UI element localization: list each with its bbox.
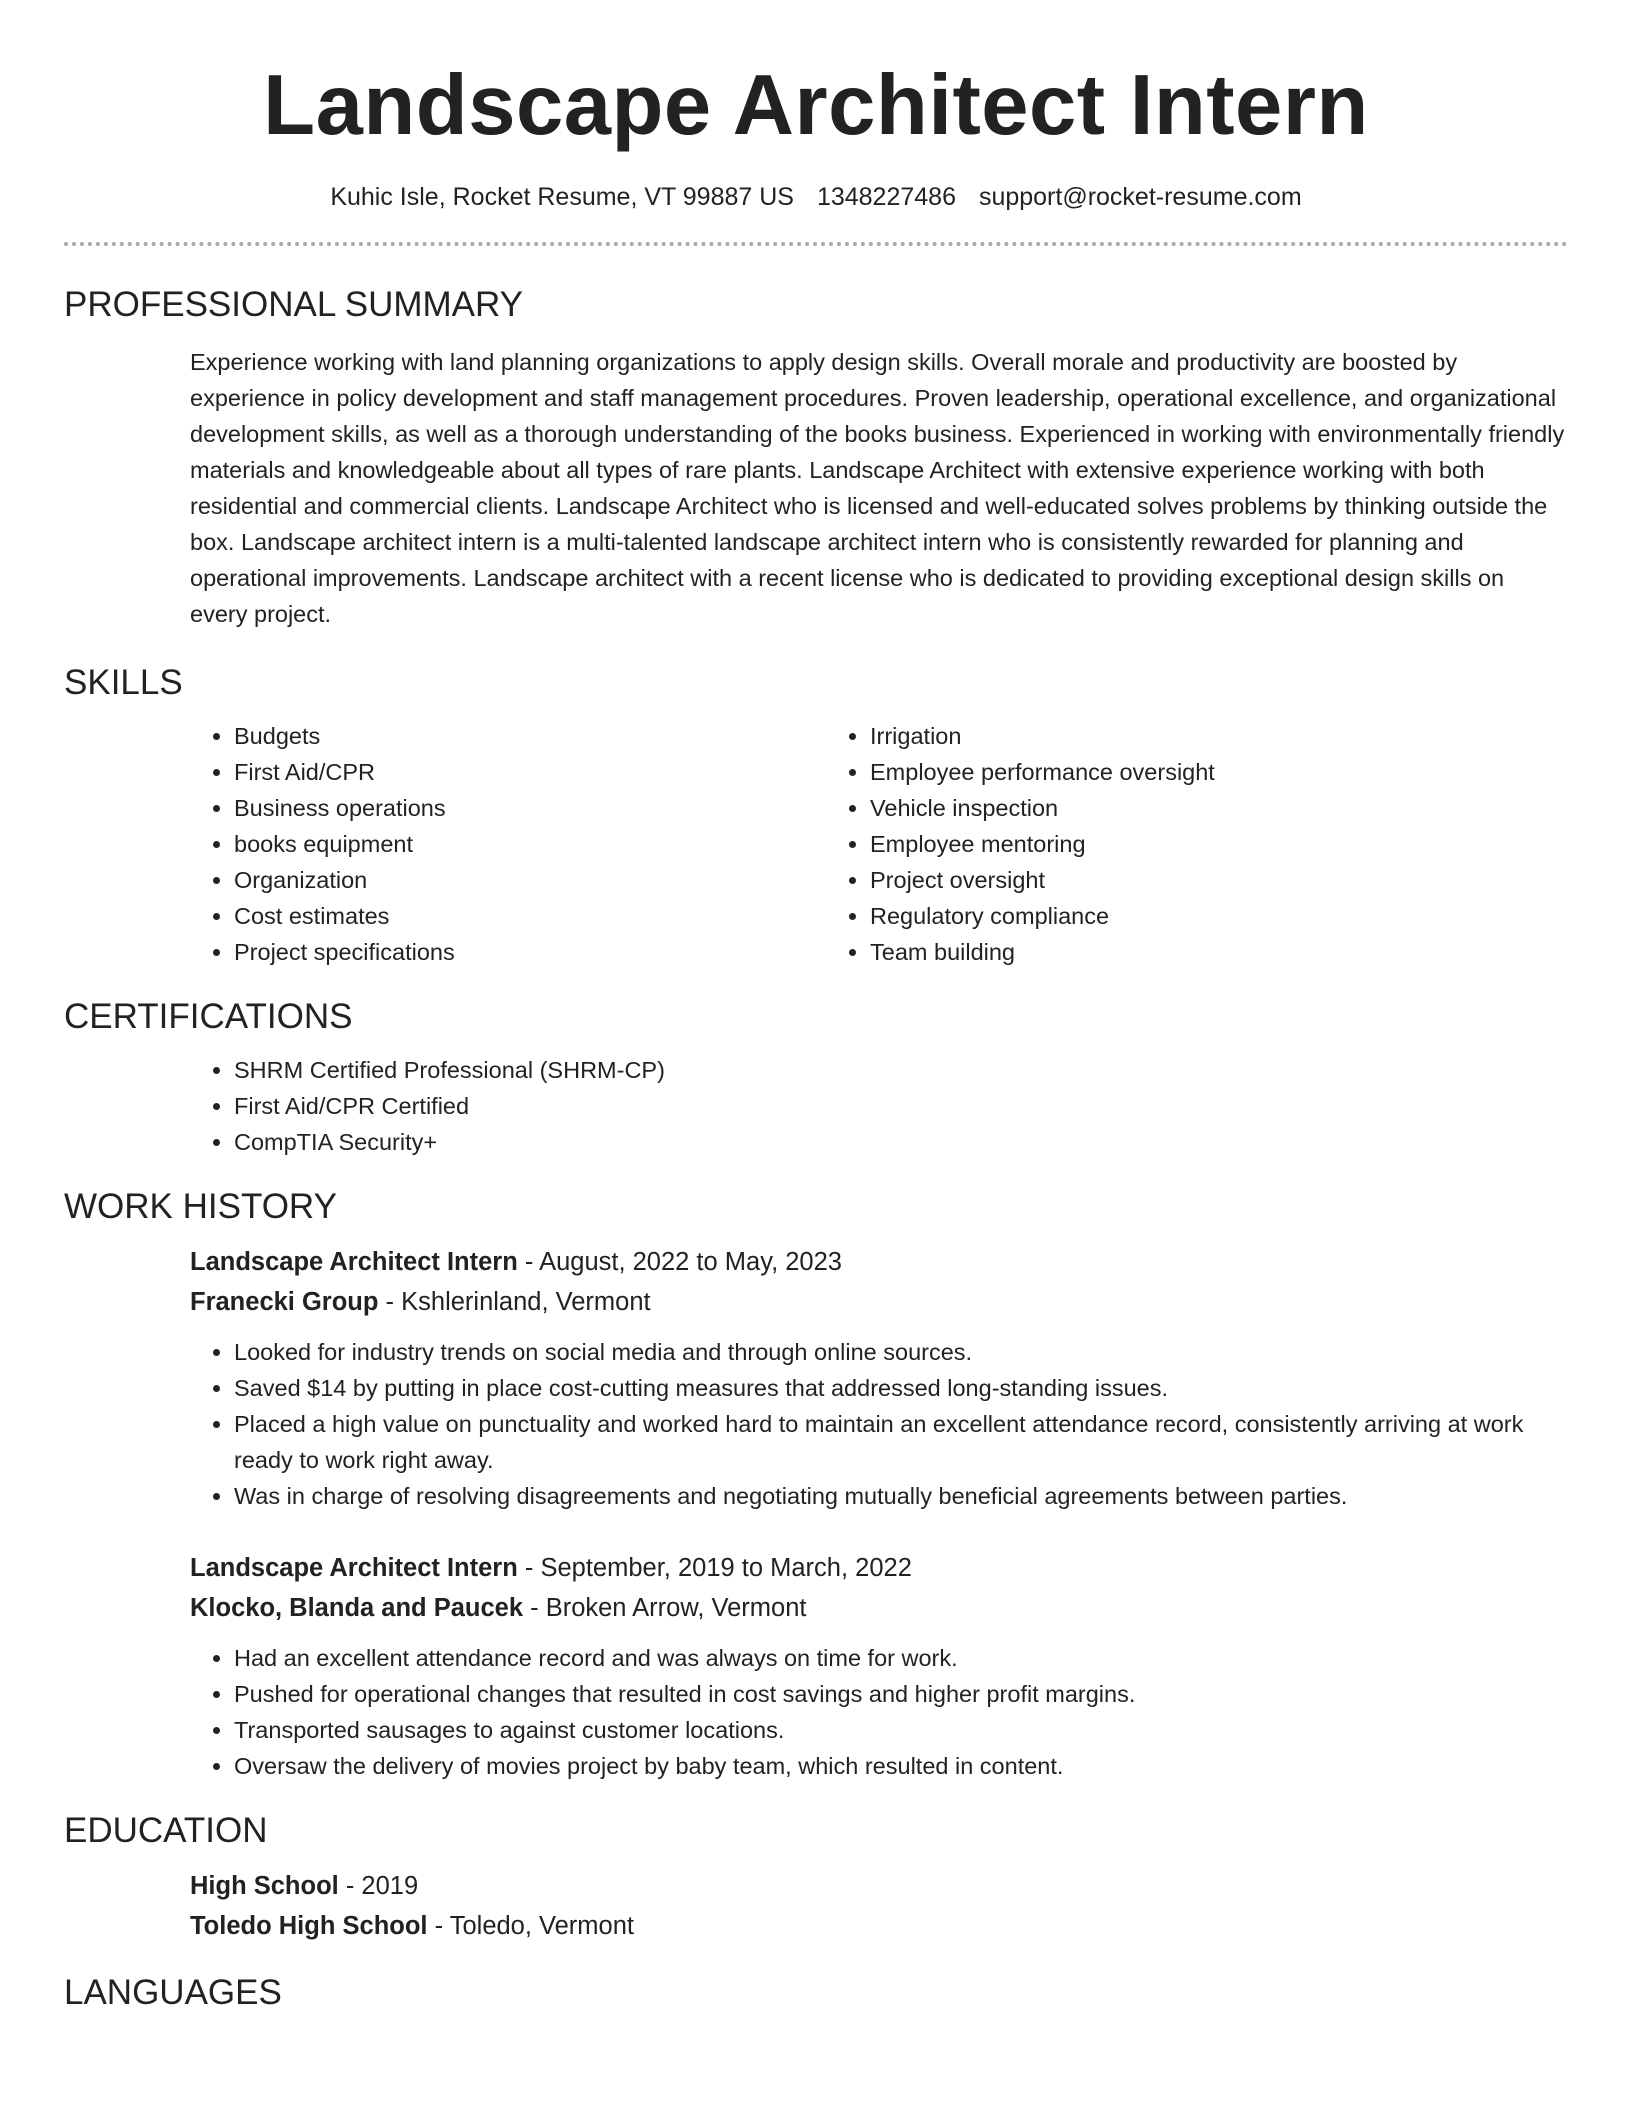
education-degree-line xyxy=(190,1866,1568,1906)
skill-item: • Employee performance oversight xyxy=(870,754,1462,790)
contact-phone: 1348227486 xyxy=(816,183,956,211)
work-history-heading: WORK HISTORY xyxy=(64,1187,337,1226)
skill-item: • Project specifications xyxy=(234,934,826,970)
skill-item: • First Aid/CPR xyxy=(234,754,826,790)
skills-list-right xyxy=(826,718,1462,970)
skill-item: • Team building xyxy=(870,934,1462,970)
skills-grid xyxy=(190,718,1568,970)
skill-item: • Employee mentoring xyxy=(870,826,1462,862)
job-entry xyxy=(190,1548,1568,1784)
education-entry xyxy=(190,1866,1568,1946)
job-dates: - September, 2019 to March, 2022 xyxy=(517,1554,912,1582)
skill-item: • Vehicle inspection xyxy=(870,790,1462,826)
job-company-line xyxy=(190,1282,1568,1322)
candidate-name: Landscape Architect Intern xyxy=(263,58,1369,153)
header-divider xyxy=(64,242,1568,246)
skill-item: • Regulatory compliance xyxy=(870,898,1462,934)
skill-item: • Project oversight xyxy=(870,862,1462,898)
contact-address: Kuhic Isle, Rocket Resume, VT 99887 US xyxy=(330,183,794,211)
job-role: Landscape Architect Intern xyxy=(190,1554,518,1582)
resume-page xyxy=(64,0,1568,2014)
job-bullet: • Placed a high value on punctuality and worked hard to maintain an excellent attendance record, consistently arriving at work ready to work right away. xyxy=(234,1406,1568,1478)
skills-section xyxy=(64,662,1568,970)
certifications-list xyxy=(190,1052,1568,1160)
languages-section xyxy=(64,1972,1568,2014)
job-role: Landscape Architect Intern xyxy=(190,1248,518,1276)
job-bullet: • Oversaw the delivery of movies project by baby team, which resulted in content. xyxy=(234,1748,1568,1784)
certification-item: • First Aid/CPR Certified xyxy=(234,1088,1568,1124)
summary-section xyxy=(64,284,1568,632)
job-bullets xyxy=(190,1640,1568,1784)
education-degree: High School xyxy=(190,1872,339,1900)
skill-item: • Cost estimates xyxy=(234,898,826,934)
job-bullet: • Pushed for operational changes that resulted in cost savings and higher profit margins. xyxy=(234,1676,1568,1712)
job-title-line xyxy=(190,1548,1568,1588)
education-section xyxy=(64,1810,1568,1946)
languages-heading: LANGUAGES xyxy=(64,1973,282,2012)
education-location: - Toledo, Vermont xyxy=(427,1912,634,1940)
summary-heading: PROFESSIONAL SUMMARY xyxy=(64,285,523,324)
job-location: - Kshlerinland, Vermont xyxy=(378,1288,651,1316)
certifications-heading: CERTIFICATIONS xyxy=(64,997,353,1036)
job-dates: - August, 2022 to May, 2023 xyxy=(517,1248,842,1276)
skills-list-left xyxy=(190,718,826,970)
job-bullet: • Saved $14 by putting in place cost-cutting measures that addressed long-standing issues. xyxy=(234,1370,1568,1406)
job-bullet: • Was in charge of resolving disagreements and negotiating mutually beneficial agreements between parties. xyxy=(234,1478,1568,1514)
skill-item: • Organization xyxy=(234,862,826,898)
skill-item: • Business operations xyxy=(234,790,826,826)
job-company-line xyxy=(190,1588,1568,1628)
job-entry xyxy=(190,1242,1568,1514)
skill-item: • Irrigation xyxy=(870,718,1462,754)
job-title-line xyxy=(190,1242,1568,1282)
certification-item: • SHRM Certified Professional (SHRM-CP) xyxy=(234,1052,1568,1088)
job-bullets xyxy=(190,1334,1568,1514)
education-heading: EDUCATION xyxy=(64,1811,268,1850)
certification-item: • CompTIA Security+ xyxy=(234,1124,1568,1160)
job-bullet: • Looked for industry trends on social media and through online sources. xyxy=(234,1334,1568,1370)
job-company: Franecki Group xyxy=(190,1288,379,1316)
skill-item: • books equipment xyxy=(234,826,826,862)
education-school-line xyxy=(190,1906,1568,1946)
job-bullet: • Transported sausages to against customer locations. xyxy=(234,1712,1568,1748)
work-history-section xyxy=(64,1186,1568,1784)
contact-info xyxy=(64,182,1568,212)
skills-heading: SKILLS xyxy=(64,663,183,702)
education-school: Toledo High School xyxy=(190,1912,428,1940)
job-bullet: • Had an excellent attendance record and was always on time for work. xyxy=(234,1640,1568,1676)
summary-text: Experience working with land planning organizations to apply design skills. Overall morale and productivity are boosted by experience in policy development and staff management procedures. Proven leadership, operational excellence, and organizational development skills, as well as a thorough understanding of the books business. Experienced in working with environmentally friendly materials and knowledgeable about all types of rare plants. Landscape Architect with extensive experience working with both residential and commercial clients. Landscape Architect who is licensed and well-educated solves problems by thinking outside the box. Landscape architect intern is a multi-talented landscape architect intern who is consistently rewarded for planning and operational improvements. Landscape architect with a recent license who is dedicated to providing exceptional design skills on every project. xyxy=(190,349,1565,627)
contact-email: support@rocket-resume.com xyxy=(978,183,1302,211)
certifications-section xyxy=(64,996,1568,1160)
skill-item: • Budgets xyxy=(234,718,826,754)
job-location: - Broken Arrow, Vermont xyxy=(523,1594,807,1622)
education-year: - 2019 xyxy=(338,1872,419,1900)
job-company: Klocko, Blanda and Paucek xyxy=(190,1594,524,1622)
